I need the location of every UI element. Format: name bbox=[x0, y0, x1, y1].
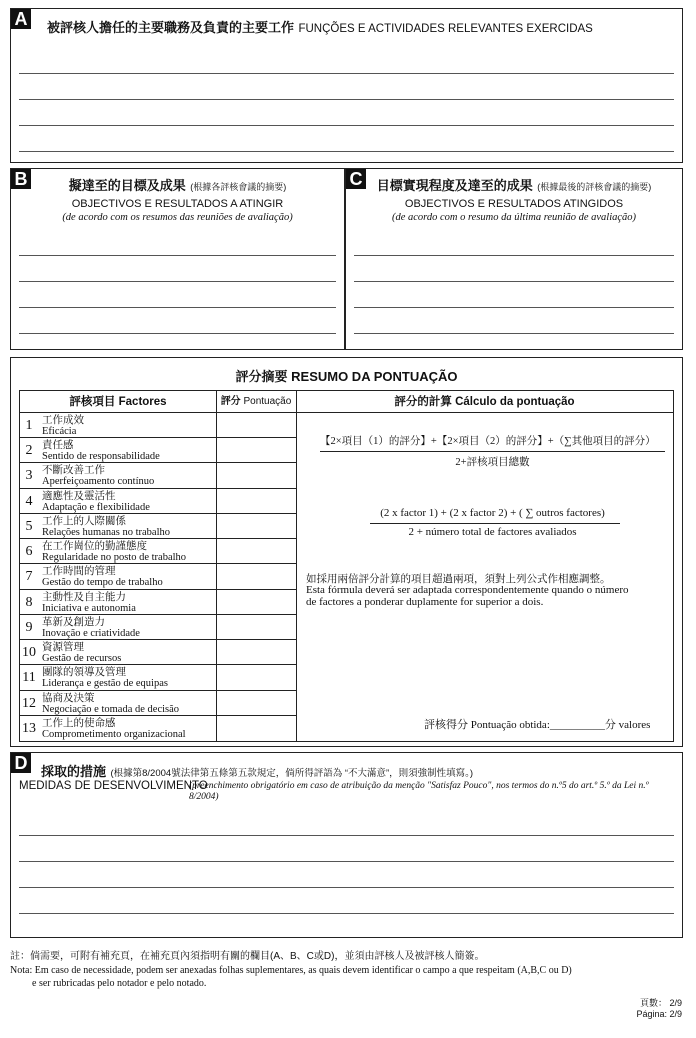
factor-number: 4 bbox=[25, 493, 33, 509]
factor-name-pt: Gestão do tempo de trabalho bbox=[42, 577, 163, 589]
factor-score-cell[interactable] bbox=[217, 463, 296, 488]
factor-score-cell[interactable] bbox=[217, 514, 296, 539]
section-c-title-pt: OBJECTIVOS E RESULTADOS ATINGIDOS bbox=[404, 198, 624, 210]
section-d bbox=[10, 752, 683, 938]
score-column-header bbox=[216, 391, 296, 413]
factor-name-cn: 工作時間的管理 bbox=[42, 565, 116, 578]
factor-score-cell[interactable] bbox=[217, 716, 296, 741]
summary-title-cn: 評分摘要 bbox=[235, 369, 288, 384]
section-a-letter: A bbox=[11, 9, 31, 29]
formula-pt-numerator: (2 x factor 1) + (2 x factor 2) + ( ∑ outros factores) bbox=[380, 507, 605, 519]
factor-name-cn: 主動性及自主能力 bbox=[42, 590, 126, 603]
section-d-line[interactable] bbox=[19, 835, 674, 836]
summary-table bbox=[19, 390, 674, 742]
factor-number: 13 bbox=[22, 720, 36, 736]
factor-name-cn: 適應性及靈活性 bbox=[42, 489, 116, 502]
footnote bbox=[10, 947, 690, 989]
factor-score-cell[interactable] bbox=[217, 691, 296, 716]
factor-number: 3 bbox=[25, 468, 33, 484]
section-a-heading bbox=[47, 17, 593, 37]
section-a-line[interactable] bbox=[19, 99, 674, 100]
factor-name-cn: 團隊的領導及管理 bbox=[42, 666, 126, 679]
section-c-line[interactable] bbox=[354, 333, 674, 334]
obtained-unit-cn: 分 bbox=[604, 719, 616, 731]
factor-number: 2 bbox=[25, 443, 33, 459]
section-b-heading bbox=[11, 175, 344, 223]
obtained-label-cn: 評核得分 bbox=[424, 719, 468, 731]
section-b-line[interactable] bbox=[19, 333, 336, 334]
fraction-line bbox=[370, 523, 620, 524]
section-c-letter: C bbox=[346, 169, 366, 189]
footnote-cn: 註：倘需要，可附有補充頁，在補充頁內須指明有關的欄目(A、B、C或D)，並須由評核人及被評核人簡簽。 bbox=[10, 951, 485, 962]
section-a-line[interactable] bbox=[19, 125, 674, 126]
summary-title-pt: RESUMO DA PONTUAÇÃO bbox=[291, 369, 458, 384]
calc-column-header bbox=[296, 391, 673, 413]
adjust-note-pt-2: de factores a ponderar duplamente for superior a dois. bbox=[306, 596, 544, 608]
factor-number: 12 bbox=[22, 695, 36, 711]
factor-number: 1 bbox=[25, 418, 33, 433]
section-a bbox=[10, 8, 683, 163]
page-number bbox=[636, 998, 682, 1020]
factor-name-cn: 在工作崗位的勤謹態度 bbox=[42, 540, 147, 553]
factor-score-cell[interactable] bbox=[217, 590, 296, 615]
factor-name-pt: Comprometimento organizacional bbox=[42, 728, 186, 740]
page-number-pt: Página: 2/9 bbox=[636, 1009, 682, 1019]
section-b-letter: B bbox=[11, 169, 31, 189]
factor-name-pt: Sentido de responsabilidade bbox=[42, 451, 160, 463]
section-b bbox=[10, 168, 345, 350]
factor-name-pt: Relações humanas no trabalho bbox=[42, 526, 170, 538]
section-b-line[interactable] bbox=[19, 307, 336, 308]
score-obtained bbox=[424, 716, 650, 732]
section-b-note-cn: (根據各評核會議的摘要) bbox=[190, 182, 287, 192]
section-b-line[interactable] bbox=[19, 255, 336, 256]
factor-name-cn: 資源管理 bbox=[42, 641, 84, 654]
page-number-cn: 頁數： 2/9 bbox=[639, 998, 682, 1008]
section-a-line[interactable] bbox=[19, 73, 674, 74]
factor-score-cell[interactable] bbox=[217, 413, 296, 438]
section-a-title-pt: FUNÇÕES E ACTIVIDADES RELEVANTES EXERCIDAS bbox=[298, 23, 593, 35]
factor-score-cell[interactable] bbox=[217, 539, 296, 564]
score-header-cn: 評分 bbox=[220, 396, 241, 407]
formula-cn-numerator: 【2×項目（1）的評分】+【2×項目（2）的評分】+（∑其他項目的評分） bbox=[320, 436, 656, 447]
factor-number: 6 bbox=[25, 544, 33, 560]
factor-name-pt: Negociação e tomada de decisão bbox=[42, 703, 180, 715]
factor-name-cn: 責任感 bbox=[42, 439, 74, 452]
section-d-line[interactable] bbox=[19, 913, 674, 914]
section-c-line[interactable] bbox=[354, 307, 674, 308]
factor-score-cell[interactable] bbox=[217, 640, 296, 665]
column-divider bbox=[296, 391, 297, 741]
factor-number: 7 bbox=[25, 569, 33, 585]
factor-name-pt: Inovação e criatividade bbox=[42, 627, 140, 639]
section-d-line[interactable] bbox=[19, 887, 674, 888]
section-c-heading bbox=[346, 175, 682, 223]
calc-header-cn: 評分的計算 bbox=[394, 396, 452, 408]
factor-score-cell[interactable] bbox=[217, 564, 296, 589]
factor-name-cn: 工作上的人際關係 bbox=[42, 514, 126, 527]
factor-name-cn: 協商及決策 bbox=[42, 691, 95, 704]
summary-section bbox=[10, 357, 683, 747]
formula-cn-denominator: 2+評核項目總數 bbox=[455, 457, 530, 468]
factor-name-cn: 工作成效 bbox=[42, 414, 84, 426]
factor-score-cell[interactable] bbox=[217, 489, 296, 514]
factor-name-cn: 不斷改善工作 bbox=[42, 464, 105, 477]
section-c-note-cn: (根據最後的評核會議的摘要) bbox=[537, 182, 652, 192]
footnote-pt-1: Nota: Em caso de necessidade, podem ser anexadas folhas suplementares, as quais devem identificar o campo a que respeitam (A,B,C ou D) bbox=[10, 965, 572, 976]
fraction-line bbox=[320, 451, 665, 452]
factors-column-header bbox=[20, 391, 216, 413]
section-d-letter: D bbox=[11, 753, 31, 773]
summary-title bbox=[11, 366, 682, 385]
factor-name-pt: Adaptação e flexibilidade bbox=[42, 501, 150, 513]
factor-name-cn: 工作上的使命感 bbox=[42, 716, 116, 729]
section-c-note-pt: (de acordo com o resumo da última reunião de avaliação) bbox=[391, 212, 637, 223]
factor-name-pt: Aperfeiçoamento contínuo bbox=[42, 476, 155, 488]
factor-name-pt: Iniciativa e autonomia bbox=[42, 602, 136, 614]
section-b-note-pt: (de acordo com os resumos das reuniões de avaliação) bbox=[62, 212, 293, 223]
section-d-note-pt: (preenchimento obrigatório em caso de atribuição da menção "Satisfaz Pouco", nos termos do n.º5 do art.º 5.º da Lei n.º 8/2004) bbox=[189, 781, 649, 802]
factor-number: 10 bbox=[22, 645, 36, 661]
adjust-note-cn: 如採用兩倍評分計算的項目超過兩項，須對上列公式作相應調整。 bbox=[306, 574, 611, 585]
factor-score-cell[interactable] bbox=[217, 438, 296, 463]
score-header-pt: Pontuação bbox=[243, 396, 292, 407]
section-b-line[interactable] bbox=[19, 281, 336, 282]
factor-name-pt: Gestão de recursos bbox=[42, 653, 122, 665]
factor-name-pt: Liderança e gestão de equipas bbox=[42, 678, 168, 690]
section-d-heading bbox=[41, 761, 473, 781]
section-c-line[interactable] bbox=[354, 281, 674, 282]
obtained-label-pt: Pontuação obtida: bbox=[470, 719, 550, 731]
section-c bbox=[345, 168, 683, 350]
formula-pt-denominator: 2 + número total de factores avaliados bbox=[408, 526, 577, 538]
section-b-title-pt: OBJECTIVOS E RESULTADOS A ATINGIR bbox=[71, 198, 284, 210]
calc-header-pt: Cálculo da pontuação bbox=[455, 396, 575, 408]
factors-header-pt: Factores bbox=[118, 396, 167, 408]
factor-number: 8 bbox=[25, 594, 33, 610]
section-a-line[interactable] bbox=[19, 151, 674, 152]
factor-number: 11 bbox=[22, 670, 36, 686]
factor-number: 5 bbox=[25, 518, 33, 534]
section-a-title-cn: 被評核人擔任的主要職務及負責的主要工作 bbox=[47, 20, 295, 35]
factor-name-pt: Eficácia bbox=[42, 426, 77, 437]
factor-number: 9 bbox=[25, 619, 33, 635]
factor-name-pt: Regularidade no posto de trabalho bbox=[42, 552, 187, 564]
adjust-note-pt-1: Esta fórmula deverá ser adaptada correspondentemente quando o número bbox=[306, 584, 629, 596]
section-b-title-cn: 擬達至的目標及成果 bbox=[68, 178, 186, 193]
section-d-line[interactable] bbox=[19, 861, 674, 862]
factor-name-cn: 革新及創造力 bbox=[42, 615, 105, 628]
section-d-title-cn: 採取的措施 bbox=[41, 764, 107, 779]
factor-score-cell[interactable] bbox=[217, 665, 296, 690]
factors-header-cn: 評核項目 bbox=[69, 396, 116, 408]
section-c-title-cn: 目標實現程度及達至的成果 bbox=[376, 178, 533, 193]
footnote-pt-2: e ser rubricadas pelo notador e pelo notado. bbox=[32, 978, 207, 989]
section-c-line[interactable] bbox=[354, 255, 674, 256]
obtained-unit-pt: valores bbox=[618, 719, 651, 731]
section-d-note-cn: (根據第8/2004號法律第五條第五款規定，倘所得評語為 “不大滿意”，則須強制性填寫。) bbox=[110, 768, 474, 779]
section-d-title-pt: MEDIDAS DE DESENVOLVIMENTO bbox=[19, 780, 208, 792]
obtained-score-field[interactable]: __________ bbox=[549, 719, 605, 731]
factor-score-cell[interactable] bbox=[217, 615, 296, 640]
